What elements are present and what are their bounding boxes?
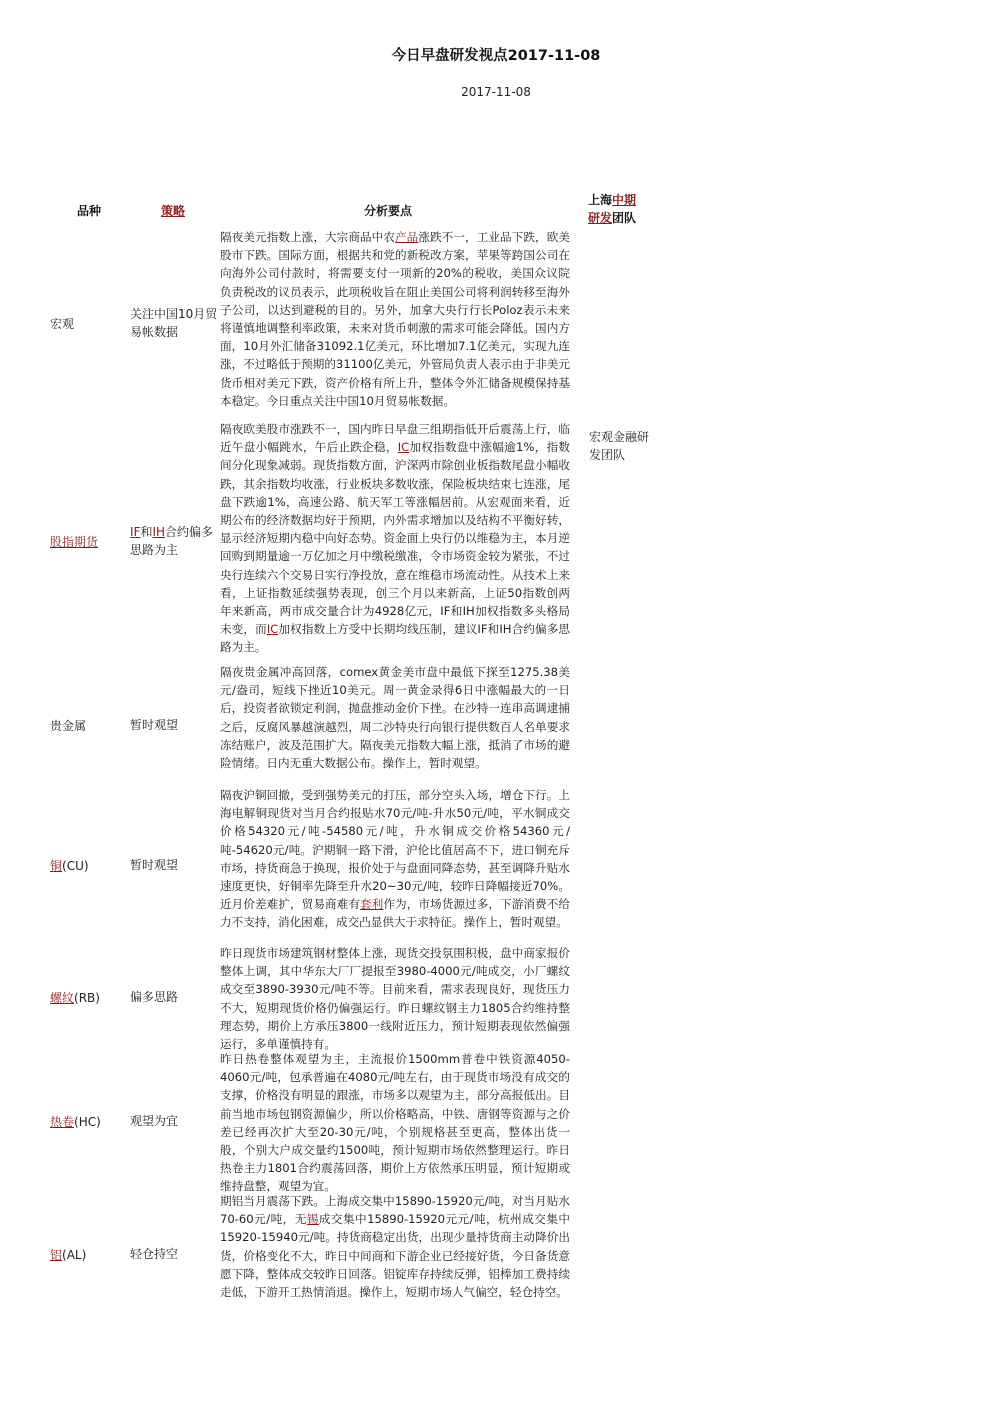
analysis-cell: 昨日热卷整体观望为主，主流报价1500mm普卷中铁资源4050-4060元/吨，包承普遍在4080元/吨左右，由于现货市场没有成交的支撑，价格没有明显的跟涨，市场多以观望为主，部分高报低出。目前当地市场包钢资源偏少，所以价格略高，中铁、唐钢等资源与之价差已经再次扩大至20-30元/吨，个别规格甚至更高，整体出货一般，个别大户成交量约1500吨，预计短期市场依然整理运行。昨日热卷主力1801合约震荡回落，期价上方依然承压明显，预计短期或维持盘整，观望为宜。	[220, 1052, 570, 1194]
link-stock-index-futures[interactable]: 股指期货	[50, 535, 99, 549]
link-yanfa[interactable]: 研发	[588, 211, 613, 225]
link-aluminum[interactable]: 铝	[50, 1248, 63, 1262]
analysis-cell: 期铝当月震荡下跌。上海成交集中15890-15920元/吨，对当月贴水70-60元/吨，无锡成交集中15890-15920元元/吨，杭州成交集中15920-15940元/吨。持货商稳定出货，出现少量持货商主动降价出货，价格变化不大，昨日中间商和下游企业已经接好货，今日备货意愿下降，整体成交较昨日回落。铝锭库存持续反弹，铝棒加工费持续走低，下游开工热情消退。操作上，短期市场人气偏空，轻仓持空。	[220, 1194, 570, 1300]
strategy-cell: IF和IH合约偏多思路为主	[130, 525, 214, 557]
strategy-cell: 暂时观望	[130, 718, 179, 732]
category-cell[interactable]	[50, 533, 128, 550]
link-ih[interactable]: IH	[152, 525, 166, 539]
analysis-cell: 隔夜美元指数上涨，大宗商品中农产品涨跌不一，工业品下跌，欧美股市下跌。国际方面，根据共和党的新税改方案，苹果等跨国公司在向海外公司付款时，将需要支付一项新的20%的税收，美国众议院负责税改的议员表示，此项税收旨在阻止美国公司将利润转移至海外子公司，以达到避税的目的。另外，加拿大央行行长Poloz表示未来将谨慎地调整利率政策，未来对货币刺激的需求可能会降低。国内方面，10月外汇储备31092.1亿美元，环比增加7.1亿美元，实现九连涨，不过略低于预期的31100亿美元，外管局负责人表示由于非美元货币相对美元下跌，资产价格有所上升，整体令外汇储备规模保持基本稳定。今日重点关注中国10月贸易帐数据。	[220, 230, 570, 408]
analysis-cell: 隔夜贵金属冲高回落，comex黄金美市盘中最低下探至1275.38美元/盎司，短线下挫近10美元。周一黄金录得6日中涨幅最大的一日后，投资者欲锁定利润，抛盘推动金价下挫。在沙特一连串高调逮捕之后，反腐风暴越演越烈，周二沙特央行向银行提供数百人名单要求冻结账户，波及范围扩大。隔夜美元指数大幅上涨，抵消了市场的避险情绪。日内无重大数据公布。操作上，暂时观望。	[220, 665, 570, 771]
table-row-stock-index	[0, 420, 592, 660]
table-row-macro	[0, 228, 592, 418]
link-product[interactable]: 产品	[395, 230, 419, 244]
category-cell: 宏观	[50, 317, 75, 331]
strategy-cell: 关注中国10月贸易帐数据	[130, 307, 218, 339]
category-cell: 热卷(HC)	[50, 1115, 101, 1129]
link-zhongqi[interactable]: 中期	[612, 193, 637, 207]
link-arbitrage[interactable]: 套利	[360, 897, 384, 912]
team-prefix: 上海	[588, 193, 613, 207]
team-suffix: 团队	[612, 211, 637, 225]
link-tin[interactable]: 锡	[306, 1212, 319, 1227]
strategy-cell: 观望为宜	[130, 1114, 179, 1128]
table-row-copper	[0, 786, 592, 942]
header-category: 品种	[77, 204, 102, 218]
category-cell: 螺纹(RB)	[50, 991, 100, 1005]
analysis-cell: 隔夜欧美股市涨跌不一，国内昨日早盘三组期指低开后震荡上行，临近午盘小幅跳水，午后止跌企稳，IC加权指数盘中涨幅逾1%，指数间分化现象减弱。现货指数方面，沪深两市除创业板指数尾盘小幅收跌，其余指数均收涨，行业板块多数收涨，保险板块结束七连涨，尾盘下跌逾1%，高速公路、航天军工等涨幅居前。从宏观面来看，近期公布的经济数据均好于预期，内外需求增加以及结构不平衡好转，显示经济短期内稳中向好态势。资金面上央行仍以维稳为主，本月逆回购到期量逾一万亿加之月中缴税缴准，令市场资金较为紧张，不过央行连续六个交易日实行净投放，意在维稳市场流动性。从技术上来看，上证指数延续强势表现，创三个月以来新高，上证50指数创两年来新高，两市成交量合计为4928亿元，IF和IH加权指数多头格局未变，而IC加权指数上方受中长期均线压制，建议IF和IH合约偏多思路为主。	[220, 422, 570, 655]
table-row-precious-metals	[0, 663, 592, 783]
category-cell: 铝(AL)	[50, 1248, 87, 1262]
strategy-cell: 轻仓持空	[130, 1247, 179, 1261]
strategy-cell: 暂时观望	[130, 858, 179, 872]
link-hot-coil[interactable]: 热卷	[50, 1115, 75, 1129]
header-strategy-link[interactable]: 策略	[161, 204, 186, 218]
header-analysis: 分析要点	[364, 204, 413, 218]
link-ic[interactable]: IC	[397, 440, 410, 455]
link-if[interactable]: IF	[130, 525, 141, 539]
table-row-aluminum	[0, 1192, 592, 1312]
page-title: 今日早盘研发视点2017-11-08	[391, 48, 601, 64]
strategy-cell: 偏多思路	[130, 990, 179, 1004]
category-cell: 铜(CU)	[50, 859, 89, 873]
table-row-hot-coil	[0, 1050, 592, 1194]
table-row-rebar	[0, 944, 592, 1052]
category-cell: 贵金属	[50, 719, 87, 733]
link-copper[interactable]: 铜	[50, 859, 63, 873]
team-label-shanghai	[588, 191, 658, 227]
team-label-macro: 宏观金融研发团队	[589, 430, 650, 462]
analysis-cell: 隔夜沪铜回撤，受到强势美元的打压，部分空头入场，增仓下行。上海电解铜现货对当月合约报贴水70元/吨-升水50元/吨，平水铜成交价格54320元/吨-54580元/吨，升水铜成交价格54360元/吨-54620元/吨。沪期铜一路下滑，沪伦比值居高不下，进口铜充斥市场，持货商急于换现，报价处于与盘面同降态势，甚至调降升贴水速度更快，好铜率先降至升水20~30元/吨，较昨日降幅接近70%。近月价差难扩，贸易商难有套利作为，市场货源过多，下游消费不给力不支持，消化困难，成交凸显供大于求特征。操作上，暂时观望。	[220, 788, 570, 930]
report-date: 2017-11-08	[461, 85, 531, 99]
link-rebar[interactable]: 螺纹	[50, 991, 75, 1005]
link-ic[interactable]: IC	[266, 622, 279, 637]
analysis-cell: 昨日现货市场建筑钢材整体上涨，现货交投氛围积极，盘中商家报价整体上调，其中华东大厂厂提报至3980-4000元/吨成交，小厂螺纹成交至3890-3930元/吨不等。目前来看，需求表现良好，现货压力不大，短期现货价格仍偏强运行。昨日螺纹钢主力1805合约维持整理态势，期价上方承压3800一线附近压力，预计短期表现依然偏强运行，多单谨慎持有。	[220, 946, 570, 1052]
